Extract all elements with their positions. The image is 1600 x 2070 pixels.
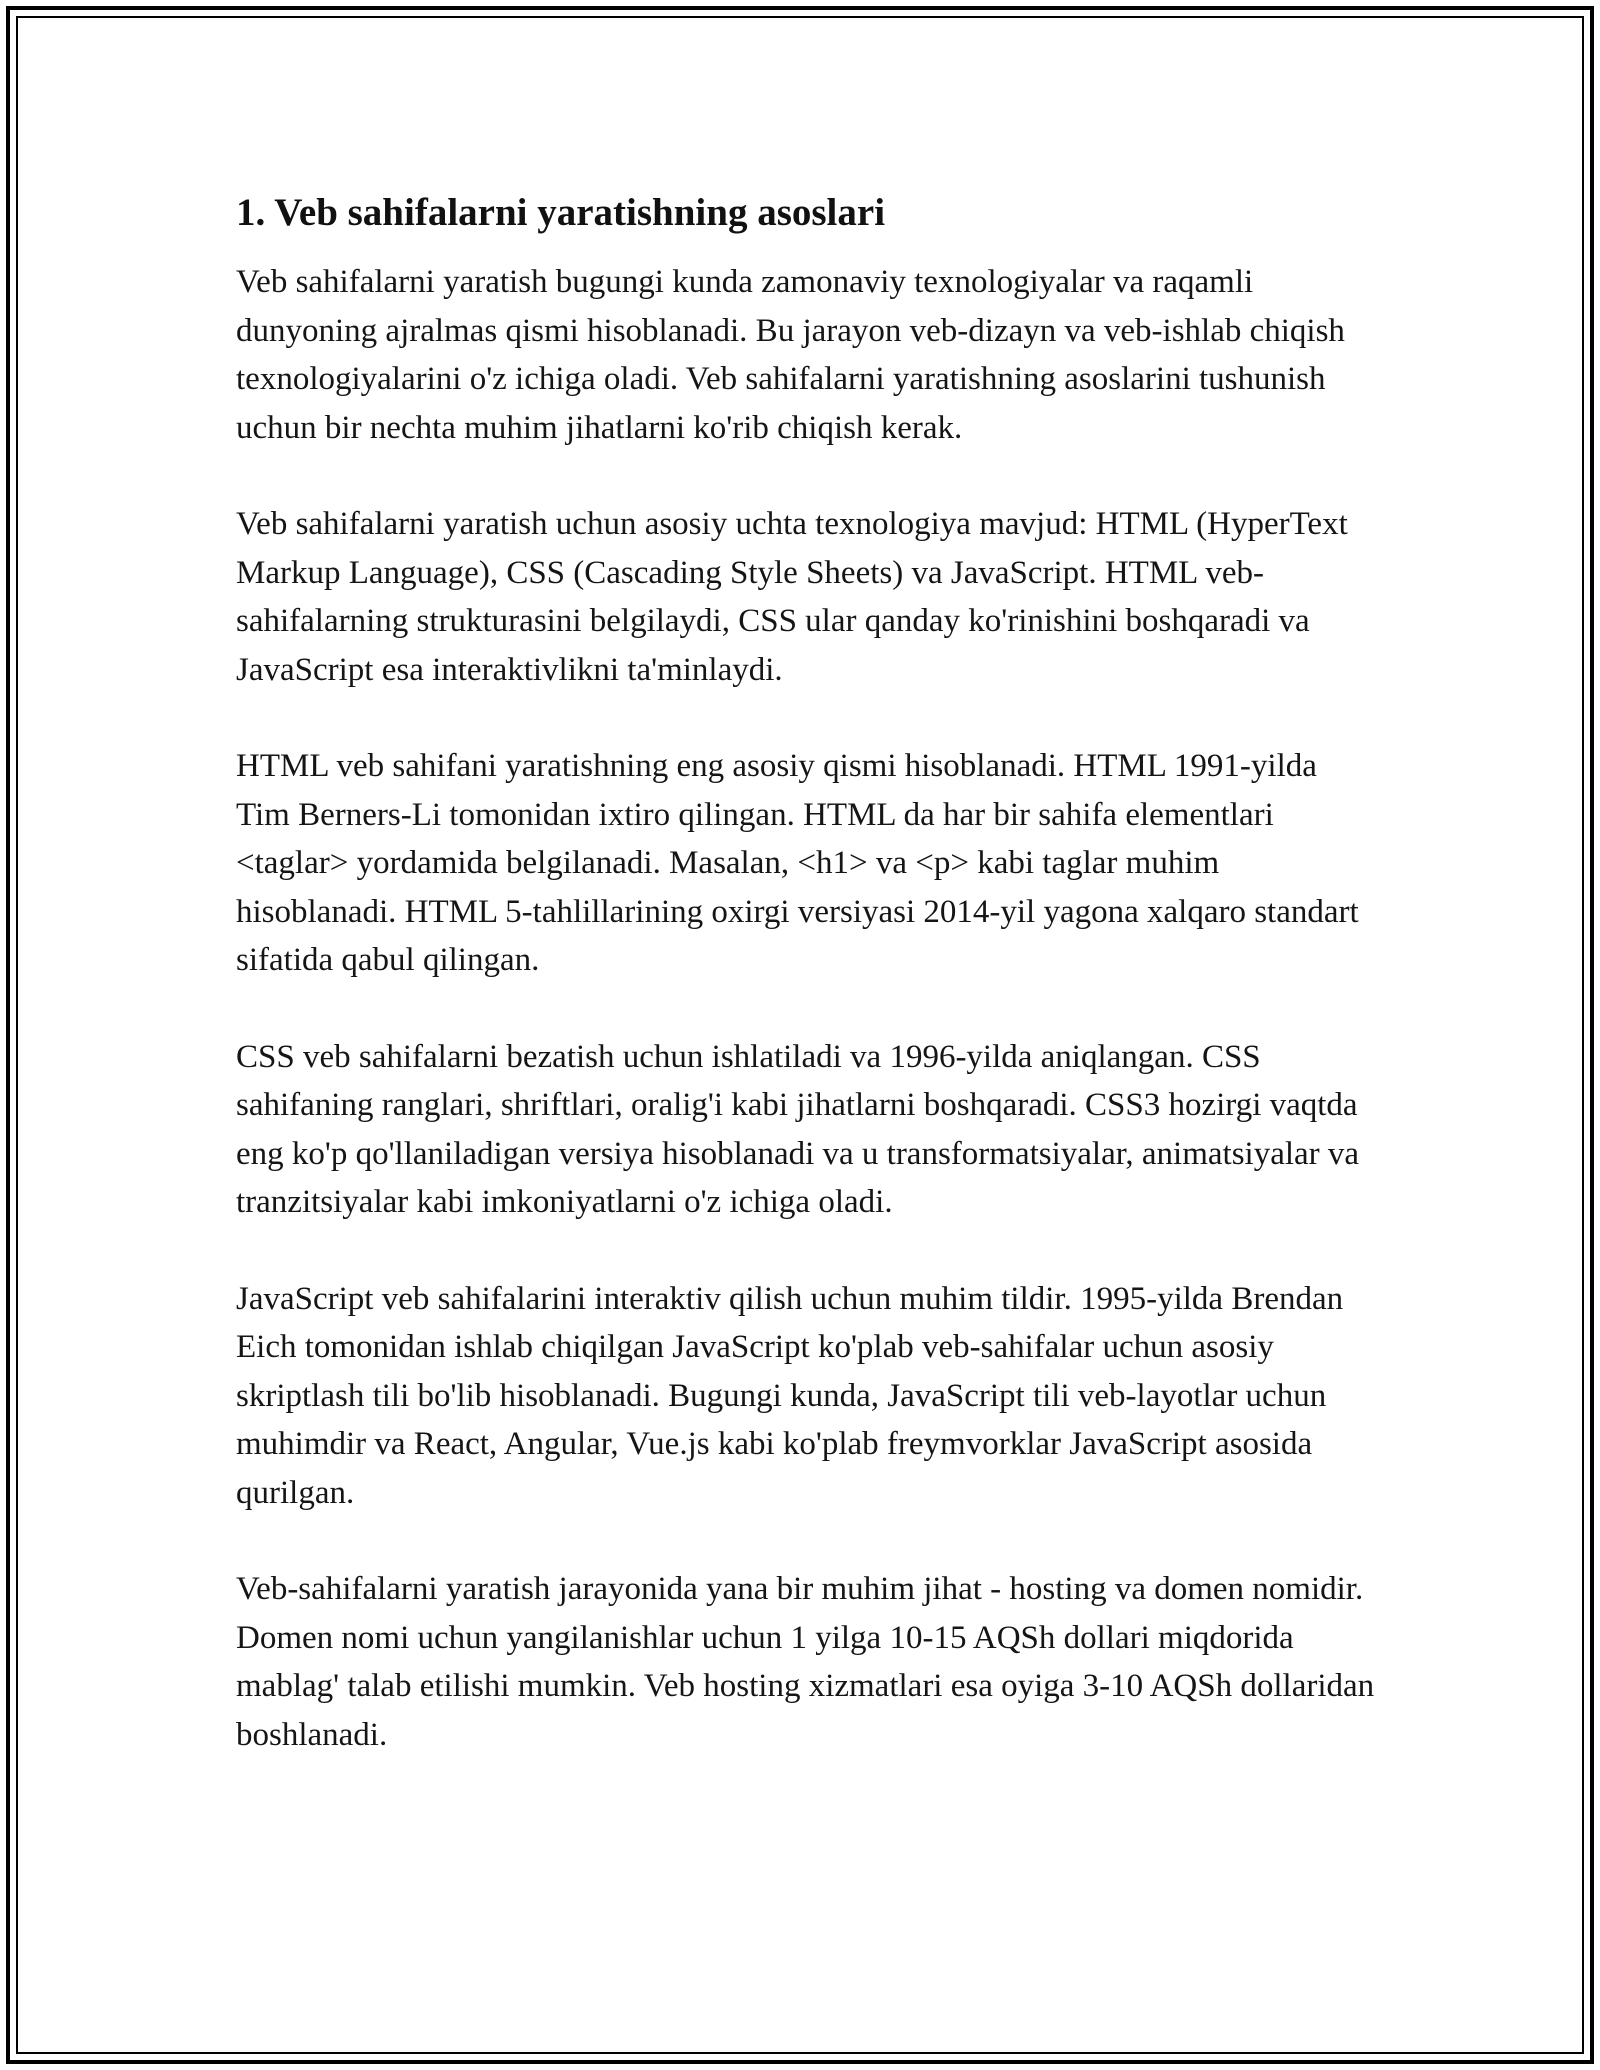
paragraph-css: CSS veb sahifalarni bezatish uchun ishlatiladi va 1996-yilda aniqlangan. CSS sahifaning ranglari, shriftlari, oralig'i kabi jihatlarni boshqaradi. CSS3 hozirgi vaqtda eng ko'p qo'llaniladigan versiya hisoblanadi va u transformatsiyalar, animatsiyalar va tranzitsiyalar kabi imkoniyatlarni o'z ichiga oladi. bbox=[236, 1038, 1360, 1220]
paragraph-hosting-domain: Veb-sahifalarni yaratish jarayonida yana bir muhim jihat - hosting va domen nomidir. Domen nomi uchun yangilanishlar uchun 1 yilga 10-15 AQSh dollari miqdorida mablag' talab etilishi mumkin. Veb hosting xizmatlari esa oyiga 3-10 AQSh dollaridan boshlanadi. bbox=[236, 1571, 1375, 1753]
document-body bbox=[236, 186, 1376, 1807]
paragraph-core-technologies: Veb sahifalarni yaratish uchun asosiy uchta texnologiya mavjud: HTML (HyperText Markup Language), CSS (Cascading Style Sheets) va JavaScript. HTML veb-sahifalarning strukturasini belgilaydi, CSS ular qanday ko'rinishini boshqaradi va JavaScript esa interaktivlikni ta'minlaydi. bbox=[236, 506, 1348, 688]
paragraph-javascript: JavaScript veb sahifalarini interaktiv qilish uchun muhim tildir. 1995-yilda Brendan Eich tomonidan ishlab chiqilgan JavaScript ko'plab veb-sahifalar uchun asosiy skriptlash tili bo'lib hisoblanadi. Bugungi kunda, JavaScript tili veb-layotlar uchun muhimdir va React, Angular, Vue.js kabi ko'plab freymvorklar JavaScript asosida qurilgan. bbox=[236, 1280, 1344, 1511]
paragraph-html: HTML veb sahifani yaratishning eng asosiy qismi hisoblanadi. HTML 1991-yilda Tim Berners-Li tomonidan ixtiro qilingan. HTML da har bir sahifa elementlari <taglar> yordamida belgilanadi. Masalan, <h1> va <p> kabi taglar muhim hisoblanadi. HTML 5-tahlillarining oxirgi versiyasi 2014-yil yagona xalqaro standart sifatida qabul qilingan. bbox=[236, 748, 1359, 978]
section-heading: 1. Veb sahifalarni yaratishning asoslari bbox=[236, 191, 886, 234]
paragraph-intro: Veb sahifalarni yaratish bugungi kunda zamonaviy texnologiyalar va raqamli dunyoning ajralmas qismi hisoblanadi. Bu jarayon veb-dizayn va veb-ishlab chiqish texnologiyalarini o'z ichiga oladi. Veb sahifalarni yaratishning asoslarini tushunish uchun bir nechta muhim jihatlarni ko'rib chiqish kerak. bbox=[236, 264, 1345, 446]
